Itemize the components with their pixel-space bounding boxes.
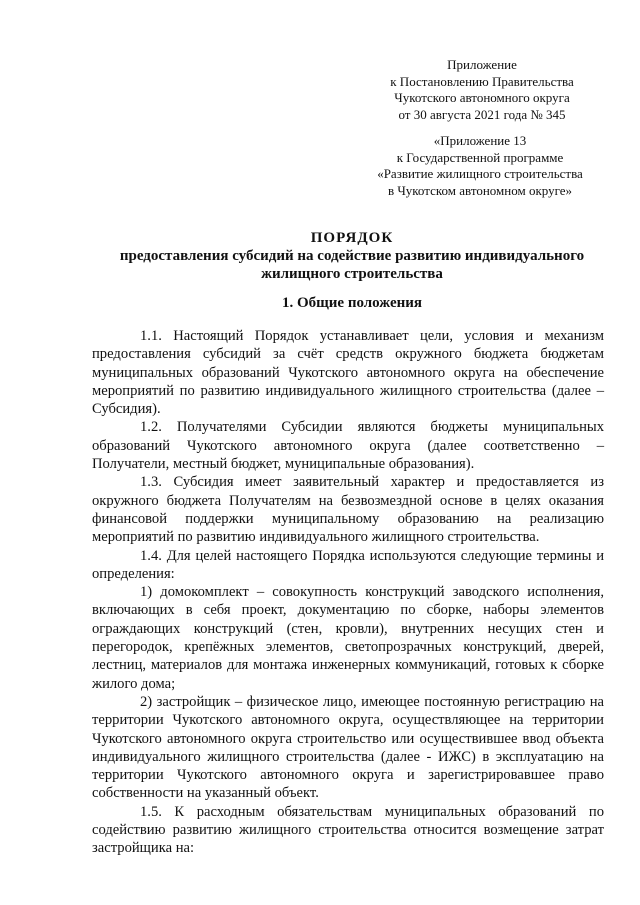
annex-line: к Постановлению Правительства — [390, 73, 574, 89]
paragraph-1-3: 1.3. Субсидия имеет заявительный характер и предоставляется из окружного бюджета Получателям на безвозмездной основе в целях оказания финансовой поддержки муниципальному образованию на реализацию мероприятий по развитию индивидуального жилищного строительства. — [92, 474, 604, 546]
document-title: ПОРЯДОК — [310, 230, 394, 246]
section-heading: 1. Общие положения — [281, 295, 423, 311]
annex-line: в Чукотском автономном округе» — [387, 182, 573, 198]
paragraph-1-1: 1.1. Настоящий Порядок устанавливает цели, условия и механизм предоставления субсидий за счёт средств окружного бюджета бюджетам муниципальных образований Чукотского автономного округа на обеспечение мероприятий по развитию индивидуального жилищного строительства (далее – Субсидия). — [92, 328, 604, 418]
annex-line: к Государственной программе — [396, 149, 564, 165]
program-annex-reference — [360, 133, 600, 199]
annex-line: от 30 августа 2021 года № 345 — [398, 106, 566, 122]
annex-reference — [372, 57, 592, 123]
annex-line: «Развитие жилищного строительства — [377, 166, 583, 182]
document-subtitle-line-1: предоставления субсидий на содействие развитию индивидуального — [119, 248, 585, 264]
annex-line: «Приложение 13 — [433, 133, 527, 148]
definition-2: 2) застройщик – физическое лицо, имеющее постоянную регистрацию на территории Чукотского автономного округа, осуществляющее на территории Чукотского автономного округа строительство или осуществившее ввод объекта индивидуального жилищного строительства (далее - ИЖС) в эксплуатацию на территории Чукотского автономного округа и зарегистрировавшее право собственности на указанный объект. — [92, 693, 604, 802]
paragraph-1-5: 1.5. К расходным обязательствам муниципальных образований по содействию развитию жилищного строительства относится возмещение затрат застройщика на: — [92, 803, 604, 857]
paragraph-1-2: 1.2. Получателями Субсидии являются бюджеты муниципальных образований Чукотского автономного округа (далее соответственно – Получатели, местный бюджет, муниципальные образования). — [92, 419, 604, 473]
annex-line: Чукотского автономного округа — [394, 90, 570, 106]
annex-line: Приложение — [447, 57, 517, 72]
document-body — [92, 327, 604, 858]
definition-1: 1) домокомплект – совокупность конструкций заводского исполнения, включающих в себя проект, документацию по сборке, наборы элементов ограждающих конструкций (стен, кровли), внутренних несущих стен и перегородок, крепёжных элементов, светопрозрачных конструкций, дверей, лестниц, материалов для монтажа инженерных коммуникаций, готовых к сборке жилого дома; — [92, 584, 604, 692]
document-subtitle-line-2: жилищного строительства — [261, 266, 443, 282]
paragraph-1-4: 1.4. Для целей настоящего Порядка используются следующие термины и определения: — [92, 547, 604, 582]
